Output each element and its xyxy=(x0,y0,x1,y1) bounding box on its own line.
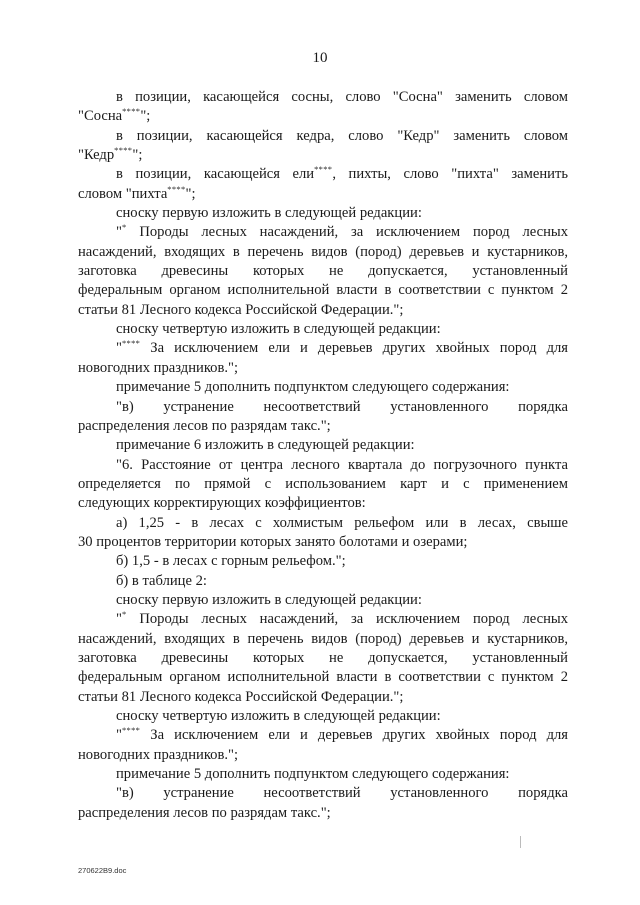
document-body xyxy=(78,88,568,823)
text-line: б) в таблице 2: xyxy=(116,572,207,589)
text-line: сноску четвертую изложить в следующей редакции: xyxy=(116,321,441,338)
text-line: а) 1,25 - в лесах с холмистым рельефом или в лесах, свыше xyxy=(116,514,568,531)
text-line: заготовка древесины которых не допускается, установленный xyxy=(78,649,568,666)
footnote-marker: **** xyxy=(167,183,186,194)
text-line: новогодних праздников."; xyxy=(78,746,239,763)
text-line: "**** За исключением ели и деревьев других хвойных пород для xyxy=(116,725,568,744)
text-line: сноску четвертую изложить в следующей редакции: xyxy=(116,708,441,724)
text-line: "в) устранение несоответствий установленного порядка xyxy=(116,398,568,415)
text-line: "* Породы лесных насаждений, за исключением пород лесных xyxy=(116,609,568,628)
footnote-marker: **** xyxy=(114,145,133,156)
text-line: распределения лесов по разрядам такс."; xyxy=(78,417,331,434)
text-line: примечание 5 дополнить подпунктом следующего содержания: xyxy=(116,379,510,396)
footnote-marker: **** xyxy=(121,725,141,736)
footnote-marker: * xyxy=(121,609,127,620)
text-line: заготовка древесины которых не допускается, установленный xyxy=(78,263,568,280)
text-line: новогодних праздников."; xyxy=(78,359,239,376)
text-line: словом "пихта****"; xyxy=(78,183,196,202)
text-line: "6. Расстояние от центра лесного квартала до погрузочного пункта xyxy=(116,456,568,473)
text-line: в позиции, касающейся сосны, слово "Сосна" заменить словом xyxy=(116,89,568,105)
text-line: сноску первую изложить в следующей редакции: xyxy=(116,205,422,222)
text-line: примечание 5 дополнить подпунктом следующего содержания: xyxy=(116,766,510,783)
text-line: федеральным органом исполнительной власти в соответствии с пунктом 2 xyxy=(78,282,568,299)
text-line: сноску первую изложить в следующей редакции: xyxy=(116,591,422,608)
text-line: статьи 81 Лесного кодекса Российской Федерации."; xyxy=(78,301,404,318)
text-line: "* Породы лесных насаждений, за исключением пород лесных xyxy=(116,222,568,241)
text-line: б) 1,5 - в лесах с горным рельефом."; xyxy=(116,553,346,570)
text-line: распределения лесов по разрядам такс."; xyxy=(78,804,331,821)
footer-doc-id: 270622В9.doc xyxy=(78,866,127,875)
text-line: следующих корректирующих коэффициентов: xyxy=(78,495,366,512)
text-line: в позиции, касающейся кедра, слово "Кедр" заменить словом xyxy=(116,127,568,144)
scan-mark xyxy=(520,836,521,848)
text-line: федеральным органом исполнительной власти в соответствии с пунктом 2 xyxy=(78,669,568,686)
footnote-marker: **** xyxy=(122,106,141,117)
footnote-marker: **** xyxy=(314,164,333,175)
footnote-marker: * xyxy=(121,222,127,233)
text-line: статьи 81 Лесного кодекса Российской Федерации."; xyxy=(78,688,404,705)
text-line: примечание 6 изложить в следующей редакции: xyxy=(116,437,415,454)
text-line: определяется по прямой с использованием карт и с применением xyxy=(78,475,568,492)
text-line: в позиции, касающейся ели****, пихты, слово "пихта" заменить xyxy=(116,164,568,183)
page-number: 10 xyxy=(312,50,328,66)
text-line: "Сосна****"; xyxy=(78,106,151,125)
text-line: 30 процентов территории которых занято болотами и озерами; xyxy=(78,533,468,550)
footnote-marker: **** xyxy=(121,338,141,349)
text-line: "в) устранение несоответствий установленного порядка xyxy=(116,785,568,802)
text-line: "**** За исключением ели и деревьев других хвойных пород для xyxy=(116,338,568,357)
text-line: насаждений, входящих в перечень видов (пород) деревьев и кустарников, xyxy=(78,243,568,260)
text-line: "Кедр****"; xyxy=(78,145,143,164)
text-line: насаждений, входящих в перечень видов (пород) деревьев и кустарников, xyxy=(78,630,568,647)
